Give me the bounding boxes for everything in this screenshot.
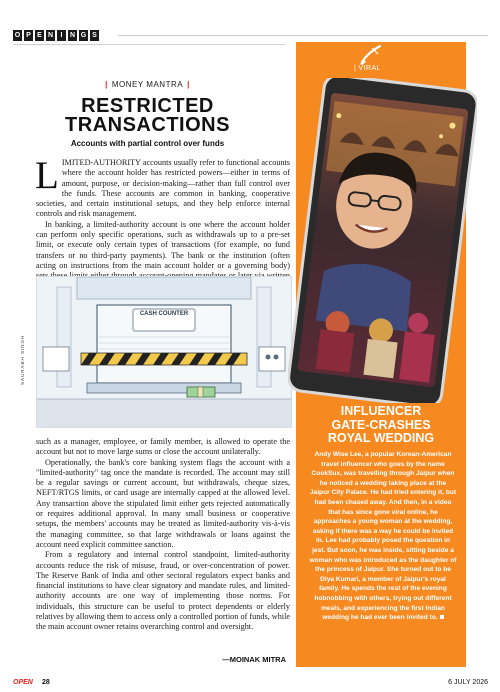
cash-counter-sign: CASH COUNTER bbox=[139, 311, 189, 317]
viral-tag-text: VIRAL bbox=[358, 65, 382, 72]
viral-headline-line: GATE-CRASHES bbox=[331, 417, 431, 432]
viral-body bbox=[309, 450, 457, 623]
header-divider bbox=[118, 35, 488, 36]
section-letter: N bbox=[47, 32, 54, 39]
paragraph-text: IMITED-AUTHORITY accounts usually refer to functional accounts where the account holder has restricted powers—either in terms of amount, purpose, or decision-making—rather than full control over the funds. These accounts are common in banking, cooperative societies, and certain institutional setups, and they help enforce internal controls and risk management. bbox=[36, 158, 290, 219]
headline-line: TRANSACTIONS bbox=[65, 114, 230, 136]
paragraph: From a regulatory and internal control standpoint, limited-authority accounts reduce the risk of misuse, fraud, or over-concentration of power. The Reserve Bank of India and other sectoral regulators expect banks and financial institutions to have clear signatory and mandate rules, and limited-authority accounts are one way of implementing those norms. For individuals, this structure can be useful to protect dependents or elderly relatives by allowing them to access only a controlled portion of funds, while the main account owner retains overarching control and oversight. bbox=[36, 550, 290, 632]
drop-cap: L bbox=[35, 154, 59, 197]
brush-icon bbox=[358, 44, 384, 66]
section-letter: G bbox=[80, 32, 87, 39]
column-divider bbox=[13, 44, 285, 45]
byline: —MOINAK MITRA bbox=[222, 655, 286, 664]
article-body-bottom bbox=[36, 437, 290, 633]
paragraph: Operationally, the bank's core banking system flags the account with a "limited-authority" tag once the mandate is recorded. The account may still be a regular savings or current account, but withdrawals, cheque sizes, NEFT/RTGS limits, or card usage are internally capped at the allowed level. Any transaction above the stipulated limit either gets rejected automatically or requires additional approval. In many small business or cooperative setups, the members' accounts may be treated as limited-authority vis-à-vis the managing committee, so that large withdrawals or loans against the account need explicit committee sanction. bbox=[36, 457, 290, 549]
viral-tag: | VIRAL bbox=[354, 65, 382, 72]
viral-body-text: Andy Wise Lee, a popular Korean-American travel influencer who goes by the name CookSux, was travelling through Jaipur when he noticed a wedding taking place at the Jaipur City Palace. He had tried entering it, but had been chased away. And then, in a video that has since gone viral online, he approaches a young woman at the wedding, asking if there was a way he could be invited in. Lee had probably posed the question in jest. But soon, he was inside, sitting beside a woman who was introduced as the daughter of the princess of Jaipur. She turned out to be Diya Kumari, a member of Jaipur's royal family. He spends the rest of the evening hobnobbing with others, trying out different meals, and experiencing the first Indian wedding he had ever been invited to. bbox=[309, 451, 457, 622]
issue-date: 6 JULY 2026 bbox=[448, 679, 488, 686]
viral-headline bbox=[296, 405, 466, 446]
paragraph: In banking, a limited-authority account is one where the account holder can perform only specific operations, such as withdrawals up to a pre-set limit, or execute only certain types of transactions (for example, no fund transfers or no third-party payments). The bank or the institution (often acting on instructions from the main account holder or a governing body) bbox=[36, 219, 290, 270]
article-subhead: Accounts with partial control over funds bbox=[70, 139, 225, 148]
section-letter: N bbox=[69, 32, 76, 39]
cash-counter-illustration bbox=[36, 276, 292, 428]
section-letter: O bbox=[14, 32, 21, 39]
section-letter: P bbox=[24, 30, 33, 41]
paragraph bbox=[35, 154, 290, 220]
illustration-credit: SAURABH SINGH bbox=[20, 334, 25, 385]
section-letter: E bbox=[35, 30, 44, 41]
viral-headline-line: ROYAL WEDDING bbox=[327, 431, 435, 445]
phone-photo bbox=[288, 78, 477, 403]
section-letter: I bbox=[57, 30, 66, 41]
paragraph: such as a manager, employee, or family member, is allowed to operate the account but not to move large sums or close the account unilaterally. bbox=[36, 437, 290, 457]
article-body-top bbox=[35, 154, 290, 292]
article-headline bbox=[0, 97, 295, 135]
illustration-drawing bbox=[37, 277, 291, 427]
page-number: 28 bbox=[42, 679, 50, 686]
section-letter: S bbox=[90, 30, 99, 41]
kicker-text: MONEY MANTRA bbox=[111, 80, 184, 89]
article-kicker: | MONEY MANTRA | bbox=[105, 80, 190, 89]
magazine-logo: OPEN bbox=[13, 679, 33, 686]
viral-headline-line: INFLUENCER bbox=[340, 404, 422, 418]
headline-line: RESTRICTED bbox=[81, 95, 214, 117]
end-mark-icon bbox=[440, 615, 444, 619]
section-header bbox=[13, 30, 101, 41]
